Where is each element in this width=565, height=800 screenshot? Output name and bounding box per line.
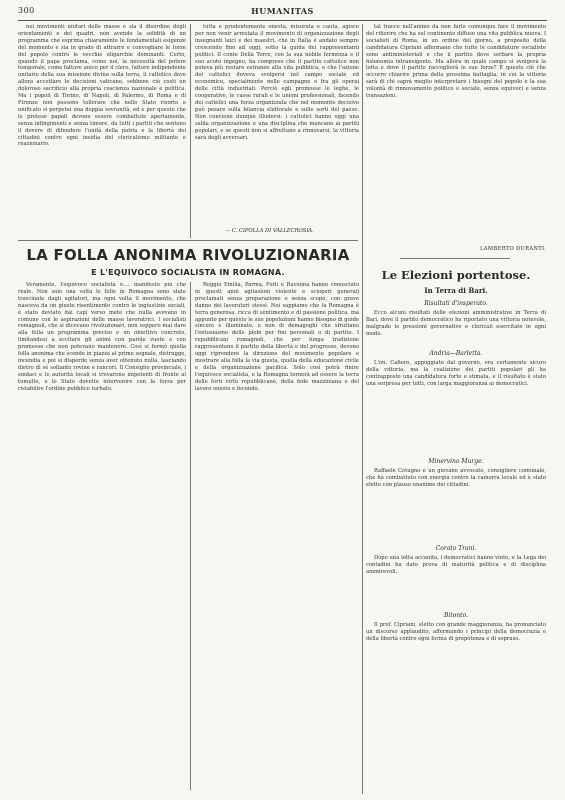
- main-headline: LA FOLLA ANONIMA RIVOLUZIONARIA: [26, 246, 350, 264]
- middle-signature: — C. CIPOLLA DI VALLECROSIA.: [225, 228, 314, 234]
- middle-column-top: [195, 24, 359, 224]
- right-column-top: [366, 24, 546, 236]
- elections-title: Le Elezioni portentose.: [381, 268, 531, 282]
- section-body: [366, 360, 546, 455]
- article-text-1: Veramente, l'equivoco socialista è.... manifesto più che reale. Non solo una volta le folle in Romagna sono state trascinate dagli agitatori, ma ogni volta il movimento, che nasceva da un giusto risentimento contro le ingiustizie sociali, è stato deviato dai capi verso mete che nulla avevano in comune con le aspirazioni delle masse lavoratrici. I socialisti romagnoli, che si dicevano rivoluzionari, non seppero mai dare alla folla un programma preciso e un obiettivo concreto, limitandosi a eccitare gli animi con parole vuote e con promesse che non potevano mantenere. Così si formò quella folla anonima che scende in piazza al primo segnale, distrugge, incendia e poi si disperde senza aver ottenuto nulla, lasciando dietro di sé soltanto rovine e rancori. Il Consiglio provinciale, i sindaci e le autorità locali si trovarono impotenti di fronte al tumulto, e lo Stato dovette intervenire con la forza per ristabilire l'ordine pubblico turbato.: [18, 282, 186, 392]
- page-header: [18, 6, 547, 18]
- section-heading: Risultati d'insperato.: [424, 300, 488, 307]
- right-top-text: tal tracce nell'animo da non farlo comunque fare il movimento del rifiorire che ha sul continente diffuso una vita pubblica nuova. I socialisti di Roma, in un ordine del giorno, a proposito della candidatura Cipriani affermano che tutte le candidature socialiste sono antiministeriali e che il partito deve serbare la propria fisionomia intransigente. Ma allora in quale campo si svolgerà la lotta e dove il partito raccoglierà le sue forze? È questo ciò che occorre chiarire prima della prossima battaglia, in cui la vittoria sarà di chi saprà meglio interpretare i bisogni del popolo e la sua volontà di rinnovamento politico e sociale, senza equivoci e senza transazioni.: [366, 24, 546, 100]
- section-text: Il prof. Cipriani, eletto con grande maggioranza, ha pronunciato un discorso applaudito, affermando i principi della democrazia e della libertà contro ogni forma di prepotenza e di sopruso.: [366, 622, 546, 642]
- left-top-text: nei movimenti unitari delle masse e sia il disordine degli orientamenti e dei quadri, non avendo la solidità di un programma che esprima chiaramente le fondamentali esigenze del momento e sia in grado di attrarre e convogliare le forze del popolo contro le vecchie oligarchie dominanti. Certo, quando il papa proclama, come noi, la necessità del potere temporale, come fattore unico per il clero, fattore indipendente unitario della sua missione divina sulla terra, il cattolico deve allora accettare le decisioni vaticane, sebbene ciò costi un doloroso sacrificio alla propria coscienza nazionale e politica. Ma i popoli di Torino, di Napoli, di Palermo, di Roma e di Firenze non possono tollerare che nello Stato risorto e unificato si perpetui una doppia sovranità, ed è per questo che le pretese papali devono essere combattute apertamente, senza infingimenti e senza timore, da tutti i partiti che sentono il dovere di difendere l'unità della patria e la libertà dei cittadini contro ogni insidia del clericalismo militante e reazionario.: [18, 24, 186, 148]
- article-column-1: [18, 282, 186, 790]
- column-divider: [362, 24, 363, 794]
- article-column-2: [195, 282, 359, 790]
- section-body: [366, 468, 546, 540]
- left-column-top: [18, 24, 186, 242]
- section-text: Ecco alcuni risultati delle elezioni amministrative in Terra di Bari, dove il partito democratico ha riportato una vittoria notevole, malgrado le pressioni governative e clericali esercitate in ogni modo.: [366, 310, 546, 337]
- section-rule: [400, 258, 510, 259]
- header-rule: [18, 20, 547, 21]
- journal-title: HUMANITAS: [251, 6, 314, 16]
- section-heading: Minervino Murge.: [428, 458, 484, 465]
- column-divider: [190, 24, 191, 238]
- section-rule: [18, 240, 358, 241]
- section-heading: Andria—Barletta.: [429, 350, 483, 357]
- section-heading: Bitonto.: [443, 612, 469, 619]
- page-number: 300: [18, 6, 35, 15]
- article-text-2: Reggio Emilia, Parma, Forlì e Ravenna hanno conosciuto in questi anni agitazioni violente e scioperi generali proclamati senza preparazione e senza scopo, con grave danno dei lavoratori stessi. Noi sappiamo che la Romagna è terra generosa, ricca di sentimento e di passione politica, ma appunto per questo le sue popolazioni hanno bisogno di guide sincere e illuminate, e non di demagoghi che sfruttano l'entusiasmo delle plebi per fini personali o di partito. I repubblicani romagnoli, che per lunga tradizione rappresentano il partito della libertà e del progresso, devono oggi riprendere la direzione del movimento popolare e mostrare alla folla la via giusta, quella della educazione civile e della organizzazione pacifica. Solo così potrà finire l'equivoco socialista, e la Romagna tornerà ad essere la terra delle forti virtù repubblicane, della fede mazziniana e del lavoro onesto e fecondo.: [195, 282, 359, 392]
- main-subheadline: E L'EQUIVOCO SOCIALISTA IN ROMAGNA.: [91, 268, 285, 277]
- section-body: [366, 310, 546, 345]
- section-text: Dopo una lotta accanita, i democratici hanno vinto, e la Lega dei contadini ha dato prova di maturità politica e di disciplina ammirevoli.: [366, 555, 546, 575]
- section-text: L'on. Cafiero, appoggiato dal governo, era certamente sicuro della vittoria, ma la coalizione dei partiti popolari gli ha contrapposto una candidatura forte e stimata, e il risultato è stato una sorpresa per tutti, con larga maggioranza ai democratici.: [366, 360, 546, 387]
- elections-subtitle: In Terra di Bari.: [424, 286, 488, 295]
- section-text: Raffaele Cotugno è un giovane avvocato, consigliere comunale, che ha combattuto con energia contro la camorra locale ed è stato eletto con plauso unanime dei cittadini.: [366, 468, 546, 488]
- middle-top-text: tutta e prudentemente onesta, misurata e cauta, agisce per non venir arrestata il movimento di organizzazione degli insegnanti laici e dei maestri, che in Italia è andato sempre crescendo fino ad oggi, sotto la guida dei rappresentanti politici. Il conte Della Torre, con la sua nobile fermezza e il suo acuto ingegno, ha compreso che il partito cattolico non poteva più restare estraneo alla vita pubblica, e che l'azione dei cattolici doveva svolgersi nel campo sociale ed economico, specialmente nelle campagne e fra gli operai delle città industriali. Perciò egli promosse le leghe, le cooperative, le casse rurali e le unioni professionali, facendo dei cattolici una forza organizzata che nel momento decisivo può pesare sulla bilancia elettorale e sulle sorti del paese. Non conviene dunque illudersi: i cattolici hanno oggi una salda organizzazione e una disciplina che mancano ai partiti popolari, e se questi non si affrettano a rinnovarsi, la vittoria sarà degli avversari.: [195, 24, 359, 141]
- section-body: [366, 555, 546, 610]
- section-body: [366, 622, 546, 792]
- column-divider: [190, 282, 191, 790]
- section-heading: Corato Trani.: [435, 545, 477, 552]
- right-signature: LAMBERTO DURANTI.: [480, 246, 547, 252]
